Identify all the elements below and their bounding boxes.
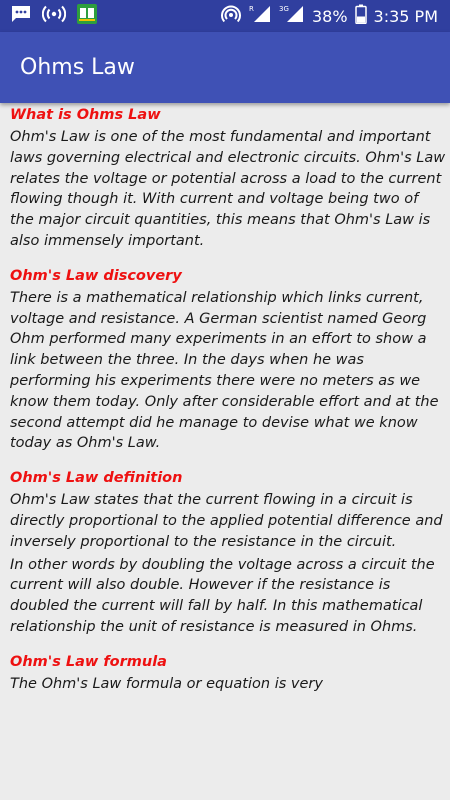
broadcast-icon [42, 4, 66, 28]
section-heading: Ohm's Law formula [10, 653, 167, 670]
battery-percentage: 38% [311, 6, 348, 26]
page-title: Ohms Law [20, 55, 135, 80]
section-discovery [10, 266, 446, 454]
roaming-label: R [248, 5, 254, 13]
status-bar [0, 0, 450, 32]
section-definition [10, 468, 446, 638]
section-paragraph: Ohm's Law states that the current flowing in a circuit is directly proportional to the applied potential difference and inversely proportional to the resistance in the circuit. [10, 492, 443, 550]
section-formula [10, 652, 446, 695]
battery-icon [355, 4, 367, 28]
signal-roaming-icon [248, 4, 272, 28]
network-label: 3G [278, 5, 289, 13]
section-heading: Ohm's Law definition [10, 470, 183, 487]
message-icon [10, 4, 32, 28]
section-paragraph: The Ohm's Law formula or equation is very [10, 675, 323, 692]
section-paragraph: In other words by doubling the voltage across a circuit the current will also double. However if the resistance is doubled the current will fall by half. In this mathematical relationship the unit of resistance is measured in Ohms. [10, 556, 435, 635]
clock: 3:35 PM [373, 6, 438, 26]
hotspot-icon [221, 4, 241, 28]
section-paragraph: Ohm's Law is one of the most fundamental and important laws governing electrical and electronic circuits. Ohm's Law relates the voltage or potential across a load to the current flowing though it. With current and voltage being two of the major circuit quantities, this means that Ohm's Law is also immensely important. [10, 129, 446, 249]
section-heading: What is Ohms Law [10, 107, 161, 123]
signal-3g-icon [279, 4, 305, 28]
section-what-is-ohms-law [10, 105, 446, 252]
system-indicators [221, 0, 438, 32]
section-heading: Ohm's Law discovery [10, 267, 182, 284]
book-icon [76, 3, 98, 29]
article-content[interactable] [10, 105, 446, 733]
section-paragraph: There is a mathematical relationship which links current, voltage and resistance. A German scientist named Georg Ohm performed many experiments in an effort to show a link between the three. In the days when he was performing his experiments there were no meters as we know them today. Only after considerable effort and at the second attempt did he manage to devise what we know today as Ohm's Law. [10, 289, 439, 452]
app-bar [0, 32, 450, 103]
notification-icons [10, 5, 98, 27]
